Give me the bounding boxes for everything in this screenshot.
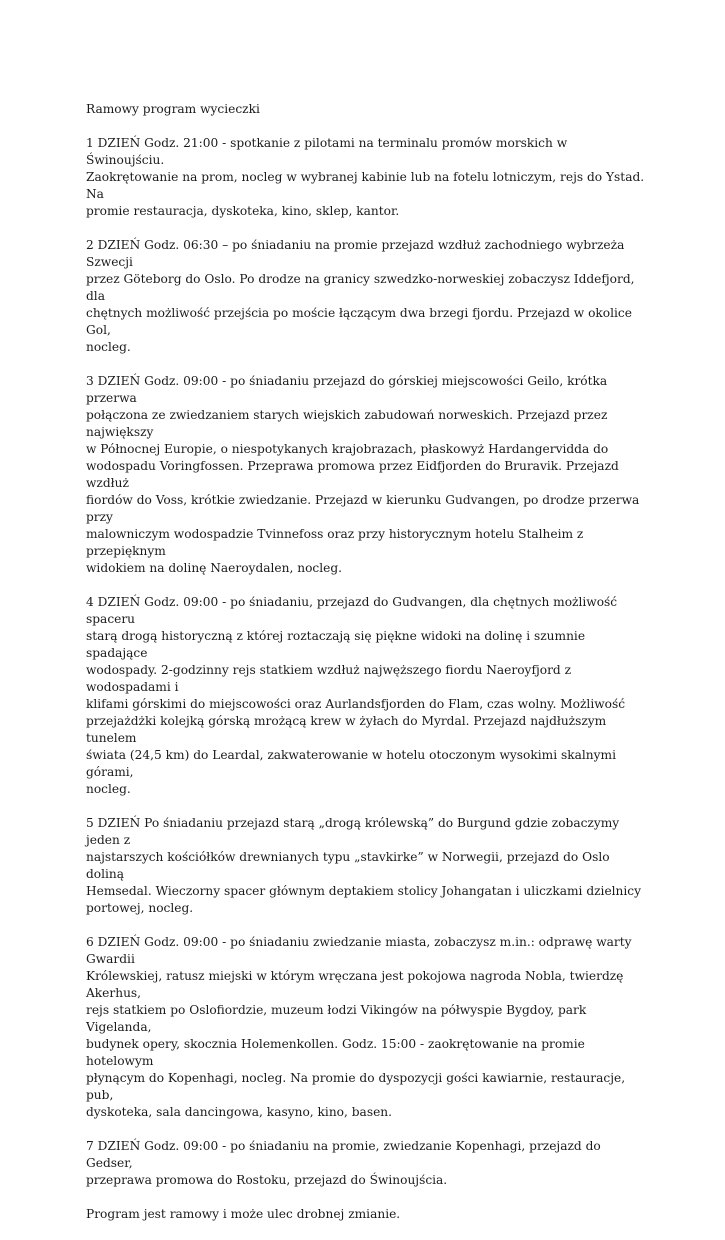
day-2-paragraph: 2 DZIEŃ Godz. 06:30 – po śniadaniu na promie przejazd wzdłuż zachodniego wybrzeża Szwecji przez Göteborg do Oslo. Po drodze na granicy szwedzko-norweskiej zobaczysz Iddefjord, dla chętnych możliwość przejścia po moście łączącym dwa brzegi fjordu. Przejazd w okolice Gol, nocleg. (86, 238, 635, 354)
day-1-paragraph: 1 DZIEŃ Godz. 21:00 - spotkanie z pilotami na terminalu promów morskich w Świnoujściu. Zaokrętowanie na prom, nocleg w wybranej kabinie lub na fotelu lotniczym, rejs do Ystad. Na promie restauracja, dyskoteka, kino, sklep, kantor. (86, 136, 645, 218)
day-7-paragraph: 7 DZIEŃ Godz. 09:00 - po śniadaniu na promie, zwiedzanie Kopenhagi, przejazd do Gedser, przeprawa promowa do Rostoku, przejazd do Świnoujścia. (86, 1139, 601, 1187)
day-3-paragraph: 3 DZIEŃ Godz. 09:00 - po śniadaniu przejazd do górskiej miejscowości Geilo, krótka przerwa połączona ze zwiedzaniem starych wiejskich zabudowań norweskich. Przejazd przez największy w Północnej Europie, o niespotykanych krajobrazach, płaskowyż Hardangervidda do wodospadu Voringfossen. Przeprawa promowa przez Eidfjorden do Bruravik. Przejazd wzdłuż fiordów do Voss, krótkie zwiedzanie. Przejazd w kierunku Gudvangen, po drodze przerwa przy malowniczym wodospadzie Tvinnefoss oraz przy historycznym hotelu Stalheim z przepięknym widokiem na dolinę Naeroydalen, nocleg. (86, 374, 640, 575)
document-body (86, 101, 646, 1240)
day-5-paragraph: 5 DZIEŃ Po śniadaniu przejazd starą „drogą królewską” do Burgund gdzie zobaczymy jeden z najstarszych kościółków drewnianych typu „stavkirke” w Norwegii, przejazd do Oslo doliną Hemsedal. Wieczorny spacer głównym deptakiem stolicy Johangatan i uliczkami dzielnicy portowej, nocleg. (86, 816, 642, 915)
day-4-paragraph: 4 DZIEŃ Godz. 09:00 - po śniadaniu, przejazd do Gudvangen, dla chętnych możliwość spaceru starą drogą historyczną z której roztaczają się piękne widoki na dolinę i szumnie spadające wodospady. 2-godzinny rejs statkiem wzdłuż najwęższego fiordu Naeroyfjord z wodospadami i klifami górskimi do miejscowości oraz Aurlandsfjorden do Flam, czas wolny. Możliwość przejażdżki kolejką górską mrożącą krew w żyłach do Myrdal. Przejazd najdłuższym tunelem świata (24,5 km) do Leardal, zakwaterowanie w hotelu otoczonym wysokimi skalnymi górami, nocleg. (86, 595, 626, 796)
footer-note: Program jest ramowy i może ulec drobnej zmianie. (86, 1207, 401, 1221)
document-title: Ramowy program wycieczki (86, 102, 260, 116)
day-6-paragraph: 6 DZIEŃ Godz. 09:00 - po śniadaniu zwiedzanie miasta, zobaczysz m.in.: odprawę warty Gwardii Królewskiej, ratusz miejski w którym wręczana jest pokojowa nagroda Nobla, twierdzę Akerhus, rejs statkiem po Oslofiordzie, muzeum łodzi Vikingów na półwyspie Bygdoy, park Vigelanda, budynek opery, skocznia Holemenkollen. Godz. 15:00 - zaokrętowanie na promie hotelowym płynącym do Kopenhagi, nocleg. Na promie do dyspozycji gości kawiarnie, restauracje, pub, dyskoteka, sala dancingowa, kasyno, kino, basen. (86, 935, 632, 1119)
